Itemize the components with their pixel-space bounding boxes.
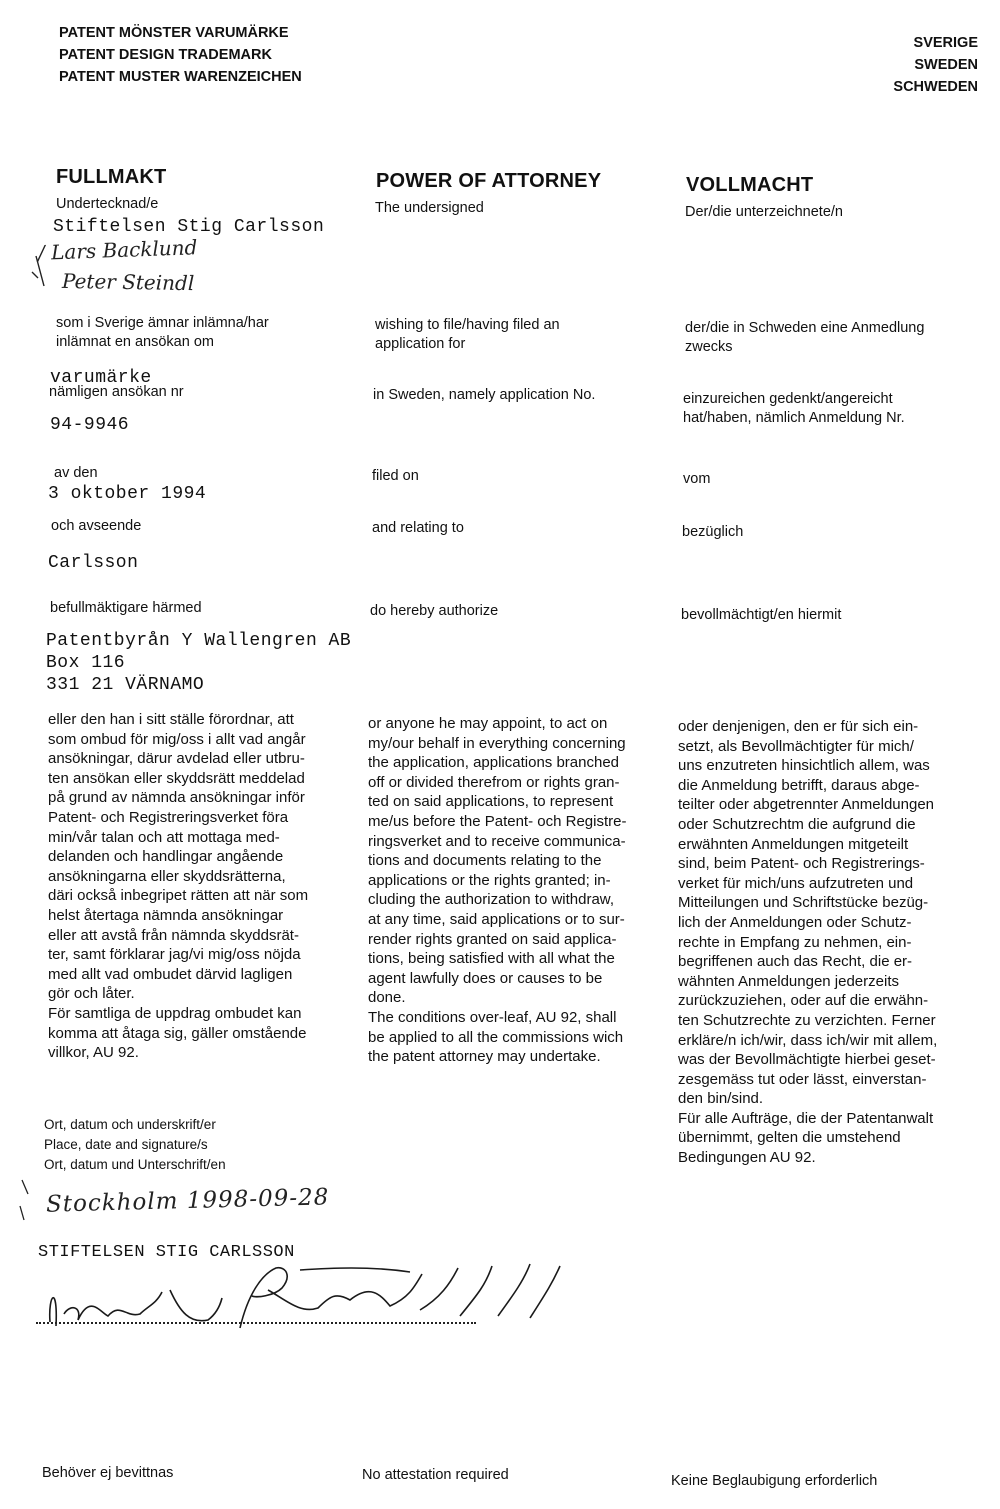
header-left-line: PATENT MUSTER WARENZEICHEN (59, 69, 302, 85)
label-authorize-sv: befullmäktigare härmed (50, 600, 202, 616)
handwritten-name-text: Lars Backlund (50, 235, 198, 265)
label-application-no-de: einzureichen gedenkt/angereicht hat/haben, nämlich Anmeldung Nr. (683, 391, 905, 426)
label-relating-de: bezüglich (682, 524, 744, 540)
title-de: VOLLMACHT (686, 174, 814, 196)
header-left-line: PATENT DESIGN TRADEMARK (59, 47, 272, 63)
label-authorize-en: do hereby authorize (370, 603, 499, 619)
agent-address (46, 630, 351, 696)
place-date: Stockholm 1998-09-28 (45, 1184, 330, 1218)
signature-label: Place, date and signature/s (44, 1137, 208, 1152)
header-right (778, 32, 978, 98)
label-application-no-en: in Sweden, namely application No. (373, 387, 596, 403)
label-application-no-sv: nämligen ansökan nr (49, 384, 184, 400)
agent-address-line: 331 21 VÄRNAMO (46, 675, 205, 695)
signature-label: Ort, datum och underskrift/er (44, 1117, 216, 1132)
label-authorize-de: bevollmächtigt/en hiermit (681, 607, 842, 623)
principal-name: Stiftelsen Stig Carlsson (53, 217, 325, 237)
signature-labels (44, 1115, 226, 1175)
header-right-line: SWEDEN (914, 57, 978, 73)
label-undersigned-de: Der/die unterzeichnete/n (685, 204, 843, 220)
title-en: POWER OF ATTORNEY (376, 170, 602, 192)
signature-label: Ort, datum und Unterschrift/en (44, 1157, 226, 1172)
header-left (59, 22, 399, 88)
label-filed-on-de: vom (683, 471, 711, 487)
header-right-line: SVERIGE (913, 35, 978, 51)
label-undersigned-sv: Undertecknad/e (56, 196, 159, 212)
title-sv: FULLMAKT (56, 166, 167, 188)
handwritten-tick-mark (14, 1176, 44, 1226)
label-undersigned-en: The undersigned (375, 200, 484, 216)
handwritten-bracket-mark (30, 252, 70, 292)
footer-de: Keine Beglaubigung erforderlich (671, 1473, 878, 1489)
label-filed-on-en: filed on (372, 468, 419, 484)
label-filing-sv: som i Sverige ämnar inlämna/har inlämnat en ansökan om (56, 315, 269, 350)
footer-en: No attestation required (362, 1467, 509, 1483)
body-text-de: oder denjenigen, den er für sich ein- setzt, als Bevollmächtigter für mich/ uns enzutreten hinsichtlich allem, was die Anmeldung betrifft, daraus abge- teilter oder abgetrennter Anmeldungen oder Schutzrechtm die aufgrund die erwähnten Anmeldungen mitgeteilt sind, beim Patent- och Registrerings- verket für mich/uns aufzutreten und Mitteilungen und Schriftstücke bezüg- lich der Anmeldungen oder Schutz- rechte in Empfang zu nehmen, ein- begriffenen auch das Recht, die er- wähnten Anmeldungen jederzeits zurückzuziehen, oder auf die erwähn- ten Schutzrechte zu verzichten. Ferner erkläre/n ich/wir, dass ich/wir mit allem, was der Bevollmächtigte hierbei geset- zesgemäss tut oder lässt, einverstan- den bin/sind. Für alle Aufträge, die der Patentanwalt übernimmt, gelten die umstehend Bedingungen AU 92. (678, 718, 938, 1167)
handwritten-signatures (30, 1254, 590, 1354)
agent-address-line: Box 116 (46, 653, 126, 673)
application-type: varumärke (50, 368, 152, 388)
handwritten-name-text: Peter Steindl (61, 268, 195, 296)
body-text-sv: eller den han i sitt ställe förordnar, att som ombud för mig/oss i allt vad angår ansökningar, därur avdelad eller utbru- ten ansökan eller skyddsrätt meddelad på grund av nämnda ansökningar inför Patent- och Registreringsverket föra min/vår talan och att mottaga med- delanden och handlingar angående ansökningarna eller skyddsrätterna, däri också inbegripet rätten att när som helst återtaga nämnda ansökningar eller att avstå från nämnda skyddsrät- ter, samt förklarar jag/vi mig/oss nöjda med allt vad ombudet därvid lagligen gör och låter. För samtliga de uppdrag ombudet kan komma att åtaga sig, gäller omstående villkor, AU 92. (48, 711, 309, 1062)
signatory-name: STIFTELSEN STIG CARLSSON (38, 1243, 295, 1262)
label-filing-de: der/die in Schweden eine Anmedlung zwecks (685, 320, 925, 355)
label-relating-sv: och avseende (51, 518, 142, 534)
header-left-line: PATENT MÖNSTER VARUMÄRKE (59, 25, 289, 41)
label-filed-on-sv: av den (54, 465, 98, 481)
label-filing-en: wishing to file/having filed an application for (375, 317, 560, 352)
header-right-line: SCHWEDEN (893, 79, 978, 95)
footer-sv: Behöver ej bevittnas (42, 1465, 174, 1481)
subject: Carlsson (48, 553, 139, 573)
label-relating-en: and relating to (372, 520, 464, 536)
body-text-en: or anyone he may appoint, to act on my/our behalf in everything concerning the application, applications branched off or divided therefrom or rights gran- ted on said applications, to represent me/us before the Patent- och Registre- ringsverket and to receive communica- tions and documents relating to the applications or the rights granted; in- cluding the authorization to withdraw, at any time, said applications or to sur- render rights granted on said applica- tions, being satisfied with all what the agent lawfully does or causes to be done. The conditions over-leaf, AU 92, shall be applied to all the commissions wich the patent attorney may undertake. (368, 715, 627, 1066)
handwritten-name (62, 269, 195, 295)
filing-date: 3 oktober 1994 (48, 484, 207, 504)
signature-dotted-line (36, 1322, 476, 1324)
application-number: 94-9946 (50, 415, 130, 435)
agent-address-line: Patentbyrån Y Wallengren AB (46, 631, 352, 651)
handwritten-slash: / (37, 240, 52, 265)
